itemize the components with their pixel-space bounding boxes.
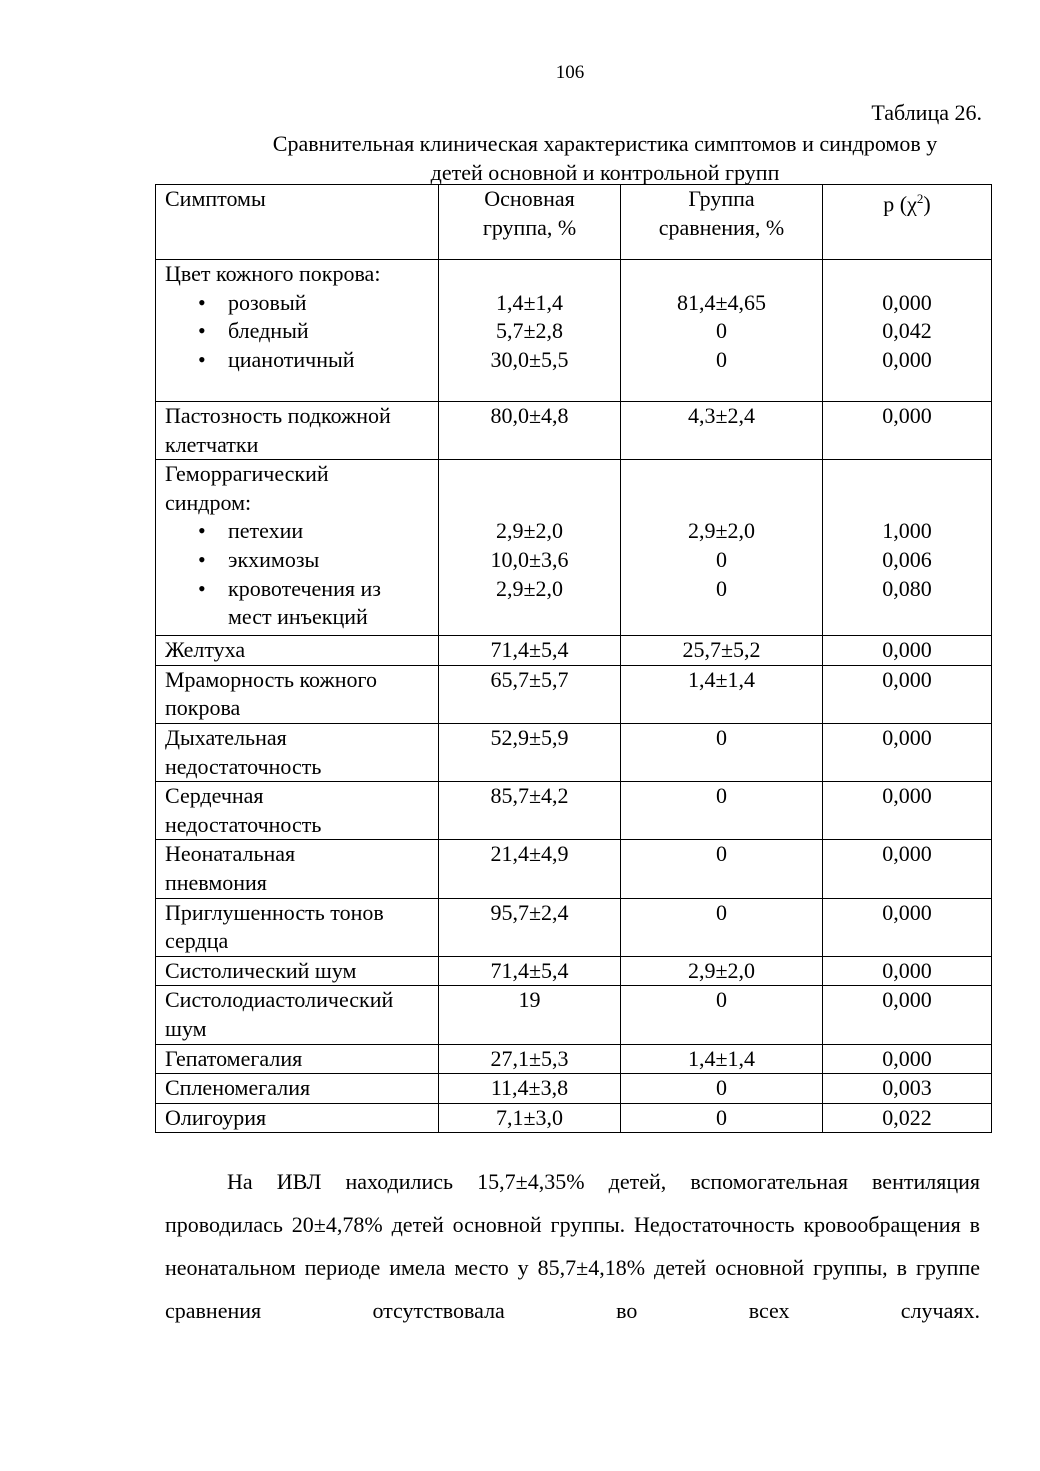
table-row-pastoznost (156, 402, 992, 460)
value: 0,042 (882, 318, 932, 344)
header-comparison-group (621, 185, 823, 260)
p-value-cell: 0,000 (823, 402, 992, 460)
value: 0,006 (882, 546, 932, 572)
p-value-cell: 0,000 (823, 1044, 992, 1074)
table-row (156, 782, 992, 840)
value: 0 (716, 546, 727, 572)
value: 2,9±2,0 (495, 575, 564, 601)
comparison-group-cell (621, 260, 823, 402)
main-group-cell: 71,4±5,4 (439, 636, 621, 666)
value: 5,7±2,8 (495, 318, 564, 344)
p-value-cell: 0,000 (823, 956, 992, 986)
p-value-cell: 0,000 (823, 723, 992, 781)
header-line: сравнения, % (658, 214, 785, 240)
comparison-group-cell: 0 (621, 840, 823, 898)
comparison-group-cell: 4,3±2,4 (621, 402, 823, 460)
table-row (156, 1103, 992, 1133)
p-value-cell (823, 460, 992, 636)
group-title: синдром: (165, 489, 252, 515)
main-group-cell: 80,0±4,8 (439, 402, 621, 460)
table-title (200, 129, 1010, 187)
p-value-cell (823, 260, 992, 402)
body-paragraph: На ИВЛ находились 15,7±4,35% детей, вспомогательная вентиляция проводилась 20±4,78% детей основной группы. Недостаточность кровообращения в неонатальном периоде имела место у 85,7±4,18% детей основной группы, в группе сравнения отсутствовала во всех случаях. (165, 1169, 980, 1323)
symptom-cell (156, 460, 439, 636)
symptom-line: пневмония (165, 869, 267, 895)
symptom-line: недостаточность (165, 753, 322, 779)
symptom-line: клетчатки (165, 431, 259, 457)
value: 0 (716, 318, 727, 344)
main-group-cell: 11,4±3,8 (439, 1074, 621, 1104)
symptom-line: Приглушенность тонов (165, 899, 384, 925)
table-row (156, 840, 992, 898)
comparison-group-cell: 2,9±2,0 (621, 956, 823, 986)
symptom-cell (156, 782, 439, 840)
value: 1,4±1,4 (495, 289, 564, 315)
p-value-cell: 0,000 (823, 840, 992, 898)
symptom-cell (156, 723, 439, 781)
bullet-item: • розовый (165, 289, 438, 318)
comparison-group-cell: 0 (621, 1103, 823, 1133)
comparison-group-cell: 25,7±5,2 (621, 636, 823, 666)
header-main-group (439, 185, 621, 260)
symptom-line: Спленомегалия (165, 1075, 311, 1101)
value: 0,000 (882, 346, 932, 372)
header-line: Группа (688, 186, 755, 211)
value: 2,9±2,0 (687, 518, 756, 544)
header-symptoms: Симптомы (156, 185, 439, 260)
table-row (156, 986, 992, 1044)
symptom-cell (156, 1044, 439, 1074)
bullet-item: • петехии (165, 517, 438, 546)
symptom-cell (156, 956, 439, 986)
p-value-cell: 0,000 (823, 636, 992, 666)
main-group-cell: 71,4±5,4 (439, 956, 621, 986)
table-row (156, 723, 992, 781)
header-p-sup: 2 (916, 191, 924, 206)
header-line: группа, % (482, 214, 577, 240)
symptom-line: Олигоурия (165, 1104, 267, 1130)
p-value-cell: 0,000 (823, 986, 992, 1044)
symptom-line: Систолический шум (165, 957, 357, 983)
symptom-line: Гепатомегалия (165, 1045, 303, 1071)
table-header-row (156, 185, 992, 260)
symptom-cell (156, 840, 439, 898)
table-row (156, 1044, 992, 1074)
comparison-group-cell: 1,4±1,4 (621, 1044, 823, 1074)
table-row (156, 665, 992, 723)
bullet-item-continuation: мест инъекций (228, 604, 368, 630)
main-group-cell: 7,1±3,0 (439, 1103, 621, 1133)
symptom-line: Желтуха (165, 637, 246, 663)
bullet-item: • цианотичный (165, 346, 438, 375)
group-title: Цвет кожного покрова: (165, 261, 381, 286)
p-value-cell: 0,022 (823, 1103, 992, 1133)
main-group-cell: 65,7±5,7 (439, 665, 621, 723)
main-group-cell (439, 460, 621, 636)
table-row (156, 636, 992, 666)
page-number: 106 (555, 62, 585, 83)
table-row-hemorrhagic (156, 460, 992, 636)
symptom-line: сердца (165, 928, 229, 954)
table-title-line: детей основной и контрольной групп (430, 160, 780, 185)
p-value-cell: 0,000 (823, 665, 992, 723)
main-group-cell: 95,7±2,4 (439, 898, 621, 956)
symptom-cell (156, 986, 439, 1044)
value: 1,000 (882, 518, 932, 544)
bullet-item: • экхимозы (165, 546, 438, 575)
symptom-cell (156, 1103, 439, 1133)
main-group-cell: 52,9±5,9 (439, 723, 621, 781)
value: 0,000 (882, 289, 932, 315)
symptom-line: покрова (165, 695, 241, 721)
comparison-group-cell: 0 (621, 986, 823, 1044)
symptoms-table (155, 184, 992, 1133)
symptom-line: Неонатальная (165, 841, 296, 867)
group-title: Геморрагический (165, 461, 329, 487)
header-p-value (823, 185, 992, 260)
table-label: Таблица 26. (871, 100, 982, 125)
table-row (156, 1074, 992, 1104)
comparison-group-cell: 0 (621, 898, 823, 956)
main-group-cell (439, 260, 621, 402)
symptom-cell (156, 402, 439, 460)
p-value-cell: 0,003 (823, 1074, 992, 1104)
comparison-group-cell: 0 (621, 782, 823, 840)
p-value-cell: 0,000 (823, 782, 992, 840)
header-p-text: p (χ (883, 191, 917, 217)
value: 2,9±2,0 (495, 518, 564, 544)
bullet-item: • бледный (165, 317, 438, 346)
comparison-group-cell: 0 (621, 1074, 823, 1104)
symptom-cell (156, 1074, 439, 1104)
simple-rows (156, 636, 992, 1133)
main-group-cell: 21,4±4,9 (439, 840, 621, 898)
main-group-cell: 27,1±5,3 (439, 1044, 621, 1074)
p-value-cell: 0,000 (823, 898, 992, 956)
value: 81,4±4,65 (676, 289, 767, 315)
table-row (156, 898, 992, 956)
value: 10,0±3,6 (490, 546, 569, 572)
body-paragraph-block (165, 1160, 980, 1332)
value: 0,080 (882, 575, 932, 601)
symptom-line: Дыхательная (165, 724, 287, 750)
main-group-cell: 85,7±4,2 (439, 782, 621, 840)
symptom-line: недостаточность (165, 811, 322, 837)
table-title-line: Сравнительная клиническая характеристика симптомов и синдромов у (272, 131, 938, 156)
comparison-group-cell: 0 (621, 723, 823, 781)
symptom-cell (156, 665, 439, 723)
symptom-line: Пастозность подкожной (165, 403, 391, 428)
symptom-cell (156, 636, 439, 666)
comparison-group-cell (621, 460, 823, 636)
bullet-item: • кровотечения из (165, 575, 438, 604)
main-group-cell: 19 (439, 986, 621, 1044)
value: 30,0±5,5 (490, 346, 569, 372)
symptom-line: Систолодиастолический (165, 987, 394, 1013)
symptom-cell (156, 898, 439, 956)
header-p-end: ) (923, 191, 931, 217)
header-line: Основная (484, 186, 575, 211)
comparison-group-cell: 1,4±1,4 (621, 665, 823, 723)
symptom-cell (156, 260, 439, 402)
value: 0 (716, 575, 727, 601)
symptom-line: шум (165, 1015, 207, 1041)
symptom-line: Мраморность кожного (165, 666, 377, 692)
symptom-line: Сердечная (165, 783, 264, 809)
table-row-skin-color (156, 260, 992, 402)
table-row (156, 956, 992, 986)
value: 0 (716, 346, 727, 372)
